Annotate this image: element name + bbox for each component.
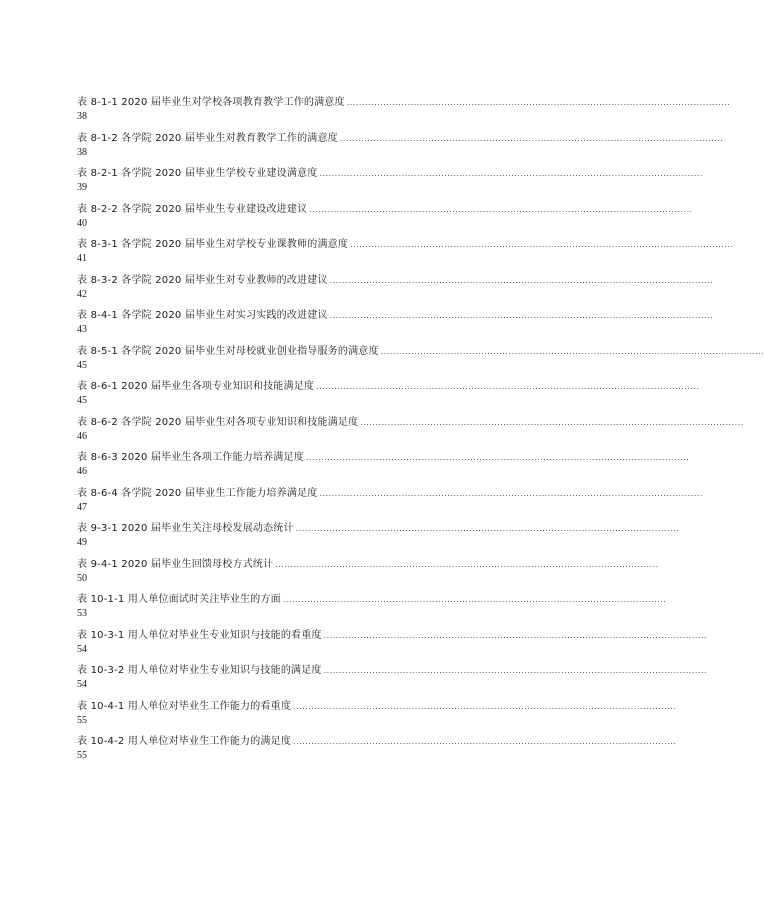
toc-entry[interactable] <box>77 97 731 133</box>
dot-leader: .............................................................................................................................. <box>293 737 677 746</box>
toc-entry-label: 表 8-6-3 2020 届毕业生各项工作能力培养满足度 <box>77 452 304 463</box>
toc-entry-label: 表 10-4-2 用人单位对毕业生工作能力的满足度 <box>77 736 292 747</box>
toc-entry-page: 41 <box>77 253 87 264</box>
toc-entry[interactable] <box>77 523 680 559</box>
toc-entry-page: 40 <box>77 217 87 229</box>
toc-entry-label: 表 8-1-2 各学院 2020 届毕业生对教育教学工作的满意度 <box>77 132 338 144</box>
dot-leader: .............................................................................................................................. <box>323 666 708 675</box>
toc-entry-label: 表 10-1-1 用人单位面试时关注毕业生的方面 <box>77 594 281 605</box>
toc-entry-label: 表 8-3-1 各学院 2020 届毕业生对学校专业课教师的满意度 <box>77 239 349 250</box>
dot-leader: .............................................................................................................................. <box>309 204 693 214</box>
dot-leader: .............................................................................................................................. <box>305 453 690 462</box>
toc-entry-page: 49 <box>77 537 87 548</box>
toc-entry[interactable] <box>77 736 677 772</box>
toc-entry[interactable] <box>77 558 659 595</box>
toc-entry-page: 46 <box>77 430 87 442</box>
toc-entry[interactable] <box>77 168 703 204</box>
toc-entry-page: 42 <box>77 288 87 300</box>
dot-leader: .............................................................................................................................. <box>275 559 659 569</box>
toc-entry[interactable] <box>77 345 764 382</box>
toc-entry-page: 53 <box>77 608 87 619</box>
toc-entry[interactable] <box>77 239 734 275</box>
toc-entry-label: 表 10-4-1 用人单位对毕业生工作能力的看重度 <box>77 700 292 712</box>
toc-entry[interactable] <box>77 594 667 630</box>
toc-entry-page: 55 <box>77 750 87 761</box>
toc-entry-page: 45 <box>77 359 87 371</box>
dot-leader: .............................................................................................................................. <box>319 169 703 178</box>
toc-entry-label: 表 8-1-1 2020 届毕业生对学校各项教育教学工作的满意度 <box>77 97 345 108</box>
dot-leader: .............................................................................................................................. <box>319 488 703 498</box>
toc-entry-label: 表 8-2-1 各学院 2020 届毕业生学校专业建设满意度 <box>77 168 318 179</box>
dot-leader: .............................................................................................................................. <box>293 701 677 711</box>
toc-entry-label: 表 8-6-4 各学院 2020 届毕业生工作能力培养满足度 <box>77 487 318 499</box>
toc-entry-label: 表 8-5-1 各学院 2020 届毕业生对母校就业创业指导服务的满意度 <box>77 345 379 357</box>
toc-entry[interactable] <box>77 487 703 524</box>
toc-entry-label: 表 9-3-1 2020 届毕业生关注母校发展动态统计 <box>77 523 294 534</box>
toc-entry-label: 表 8-6-2 各学院 2020 届毕业生对各项专业知识和技能满足度 <box>77 416 359 428</box>
toc-entry[interactable] <box>77 629 708 666</box>
toc-entry-page: 43 <box>77 324 87 335</box>
toc-entry-page: 39 <box>77 182 87 193</box>
table-of-contents <box>77 97 764 772</box>
toc-entry[interactable] <box>77 132 724 169</box>
toc-entry[interactable] <box>77 700 677 737</box>
toc-entry-page: 55 <box>77 714 87 726</box>
toc-entry[interactable] <box>77 203 693 240</box>
toc-entry-label: 表 10-3-2 用人单位对毕业生专业知识与技能的满足度 <box>77 665 322 676</box>
dot-leader: .............................................................................................................................. <box>329 311 714 320</box>
toc-entry[interactable] <box>77 452 690 488</box>
dot-leader: .............................................................................................................................. <box>339 133 724 143</box>
dot-leader: .............................................................................................................................. <box>380 346 764 356</box>
toc-entry[interactable] <box>77 381 700 417</box>
toc-entry-label: 表 9-4-1 2020 届毕业生回馈母校方式统计 <box>77 558 274 570</box>
toc-entry-page: 50 <box>77 572 87 584</box>
toc-entry-label: 表 10-3-1 用人单位对毕业生专业知识与技能的看重度 <box>77 629 322 641</box>
dot-leader: .............................................................................................................................. <box>350 240 734 249</box>
toc-entry[interactable] <box>77 665 708 701</box>
toc-entry-page: 38 <box>77 146 87 158</box>
dot-leader: .............................................................................................................................. <box>323 630 708 640</box>
toc-entry[interactable] <box>77 274 714 311</box>
toc-entry[interactable] <box>77 416 744 453</box>
toc-entry-page: 47 <box>77 501 87 513</box>
toc-entry-page: 46 <box>77 466 87 477</box>
dot-leader: .............................................................................................................................. <box>360 417 744 427</box>
toc-entry-page: 38 <box>77 111 87 122</box>
dot-leader: .............................................................................................................................. <box>316 382 700 391</box>
toc-entry-label: 表 8-3-2 各学院 2020 届毕业生对专业教师的改进建议 <box>77 274 328 286</box>
toc-entry-label: 表 8-2-2 各学院 2020 届毕业生专业建设改进建议 <box>77 203 308 215</box>
dot-leader: .............................................................................................................................. <box>295 524 680 533</box>
toc-entry[interactable] <box>77 310 714 346</box>
dot-leader: .............................................................................................................................. <box>329 275 714 285</box>
toc-entry-page: 54 <box>77 679 87 690</box>
dot-leader: .............................................................................................................................. <box>282 595 667 604</box>
toc-entry-page: 45 <box>77 395 87 406</box>
toc-entry-page: 54 <box>77 643 87 655</box>
dot-leader: .............................................................................................................................. <box>346 98 731 107</box>
toc-entry-label: 表 8-6-1 2020 届毕业生各项专业知识和技能满足度 <box>77 381 315 392</box>
toc-entry-label: 表 8-4-1 各学院 2020 届毕业生对实习实践的改进建议 <box>77 310 328 321</box>
